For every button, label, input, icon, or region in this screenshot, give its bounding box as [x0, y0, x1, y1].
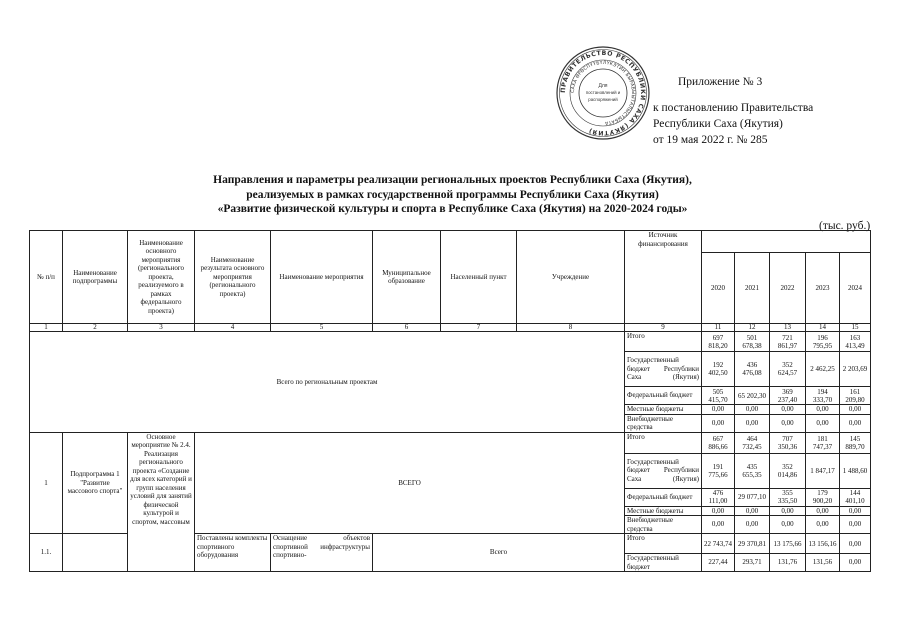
- header-subprogram: Наименование подпрограммы: [63, 231, 128, 324]
- value-cell: 355 335,50: [770, 488, 806, 506]
- value-cell: 435 655,35: [735, 453, 770, 488]
- value-cell: 29 370,81: [735, 534, 770, 554]
- value-cell: 163 413,49: [840, 332, 871, 352]
- value-cell: 0,00: [806, 414, 840, 432]
- source-cell: Итого: [625, 332, 702, 352]
- value-cell: 293,71: [735, 554, 770, 572]
- value-cell: 0,00: [840, 405, 871, 415]
- source-cell: Федеральный бюджет: [625, 488, 702, 506]
- source-cell: Итого: [625, 534, 702, 554]
- subprogram-name: Подпрограмма 1 "Развитие массового спорта": [63, 432, 128, 534]
- value-cell: 144 401,10: [840, 488, 871, 506]
- value-cell: 1 488,60: [840, 453, 871, 488]
- value-cell: 369 237,40: [770, 387, 806, 405]
- regional-projects-table: [29, 230, 871, 572]
- value-cell: 0,00: [702, 516, 735, 534]
- value-cell: 13 175,66: [770, 534, 806, 554]
- title-line-1: Направления и параметры реализации региональных проектов Республики Саха (Якутия),: [213, 174, 692, 186]
- column-number: 4: [195, 324, 271, 332]
- value-cell: 191 775,66: [702, 453, 735, 488]
- column-number: 1: [30, 324, 63, 332]
- source-cell: Итого: [625, 432, 702, 453]
- value-cell: 476 111,00: [702, 488, 735, 506]
- value-cell: 436 476,08: [735, 352, 770, 387]
- header-year: 2020: [702, 253, 735, 324]
- value-cell: 0,00: [840, 554, 871, 572]
- value-cell: 0,00: [770, 506, 806, 516]
- appendix-republic-line: Республики Саха (Якутия): [653, 118, 783, 130]
- column-number: 6: [373, 324, 441, 332]
- value-cell: 352 624,57: [770, 352, 806, 387]
- value-cell: 0,00: [840, 534, 871, 554]
- value-cell: 0,00: [735, 516, 770, 534]
- seal-ring-text-inner: САХА ӨРӨСПҮҮБҮЛҮКЭТИН БЫРАБЫЫТАЛЫСТЫБАТА: [570, 60, 636, 125]
- value-cell: 0,00: [702, 405, 735, 415]
- header-main-event: Наименование основного мероприятия (регионального проекта, реализуемого в рамках федерального проекта): [128, 231, 195, 324]
- value-cell: 352 014,86: [770, 453, 806, 488]
- column-number: 8: [517, 324, 625, 332]
- value-cell: 2 462,25: [806, 352, 840, 387]
- subprogram-total-label: ВСЕГО: [195, 432, 625, 534]
- event-name: Оснащение объектов спортивной инфраструктуры спортивно-: [271, 534, 373, 572]
- source-cell: Местные бюджеты: [625, 506, 702, 516]
- value-cell: 13 156,16: [806, 534, 840, 554]
- header-year: 2024: [840, 253, 871, 324]
- row-number: 1: [30, 432, 63, 534]
- value-cell: 0,00: [735, 405, 770, 415]
- value-cell: 0,00: [770, 516, 806, 534]
- subprogram-empty-cell: [63, 534, 128, 572]
- source-cell: Внебюджетные средства: [625, 516, 702, 534]
- value-cell: 0,00: [735, 414, 770, 432]
- value-cell: 145 889,70: [840, 432, 871, 453]
- value-cell: 464 732,45: [735, 432, 770, 453]
- column-number: 14: [806, 324, 840, 332]
- unit-label: (тыс. руб.): [819, 220, 871, 232]
- value-cell: 0,00: [702, 506, 735, 516]
- header-municipality: Муниципальное образование: [373, 231, 441, 324]
- value-cell: 22 743,74: [702, 534, 735, 554]
- value-cell: 0,00: [770, 405, 806, 415]
- source-cell: Государственный бюджет Республики Саха (Якутия): [625, 352, 702, 387]
- header-result: Наименование результата основного мероприятия (регионального проекта): [195, 231, 271, 324]
- value-cell: 721 861,97: [770, 332, 806, 352]
- column-number: 15: [840, 324, 871, 332]
- value-cell: 179 900,20: [806, 488, 840, 506]
- value-cell: 161 209,80: [840, 387, 871, 405]
- value-cell: 501 678,38: [735, 332, 770, 352]
- title-line-3: «Развитие физической культуры и спорта в Республике Саха (Якутия) на 2020-2024 годы»: [217, 203, 688, 215]
- value-cell: 29 077,10: [735, 488, 770, 506]
- value-cell: 505 415,70: [702, 387, 735, 405]
- header-institution: Учреждение: [517, 231, 625, 324]
- column-number: 9: [625, 324, 702, 332]
- value-cell: 0,00: [806, 405, 840, 415]
- total-label: Всего по региональным проектам: [30, 332, 625, 433]
- column-number: 7: [441, 324, 517, 332]
- value-cell: 0,00: [806, 506, 840, 516]
- value-cell: 0,00: [735, 506, 770, 516]
- value-cell: 1 847,17: [806, 453, 840, 488]
- source-cell: Государственный бюджет: [625, 554, 702, 572]
- value-cell: 0,00: [840, 516, 871, 534]
- header-years-group: [702, 231, 871, 253]
- source-cell: Государственный бюджет Республики Саха (Якутия): [625, 453, 702, 488]
- table-row: [30, 432, 871, 453]
- title-line-2: реализуемых в рамках государственной программы Республики Саха (Якутия): [246, 188, 659, 201]
- table-row: [30, 332, 871, 352]
- appendix-date-line: от 19 мая 2022 г. № 285: [653, 134, 768, 146]
- header-event: Наименование мероприятия: [271, 231, 373, 324]
- seal-center-line: распоряжений: [588, 97, 618, 102]
- appendix-resolution-line: к постановлению Правительства: [653, 102, 814, 114]
- column-number: 5: [271, 324, 373, 332]
- header-source: Источник финансирования: [625, 231, 702, 324]
- value-cell: 194 333,70: [806, 387, 840, 405]
- row-number: 1.1.: [30, 534, 63, 572]
- table-header-row: [30, 231, 871, 253]
- row-total-label: Всего: [373, 534, 625, 572]
- column-number-row: [30, 324, 871, 332]
- value-cell: 227,44: [702, 554, 735, 572]
- header-year: 2022: [770, 253, 806, 324]
- column-number: 13: [770, 324, 806, 332]
- value-cell: 697 818,20: [702, 332, 735, 352]
- document-title: [0, 173, 905, 217]
- value-cell: 0,00: [840, 506, 871, 516]
- column-number: 2: [63, 324, 128, 332]
- header-num: № п/п: [30, 231, 63, 324]
- source-cell: Местные бюджеты: [625, 405, 702, 415]
- value-cell: 131,76: [770, 554, 806, 572]
- seal-center-line: Для: [598, 83, 608, 89]
- value-cell: 2 203,69: [840, 352, 871, 387]
- official-seal: [555, 45, 651, 141]
- value-cell: 0,00: [806, 516, 840, 534]
- main-event-name: Основное мероприятие № 2.4. Реализация регионального проекта «Создание для всех категорий и групп населения условий для занятий физической культурой и спортом, массовым: [128, 432, 195, 572]
- value-cell: 131,56: [806, 554, 840, 572]
- value-cell: 181 747,37: [806, 432, 840, 453]
- header-settlement: Населенный пункт: [441, 231, 517, 324]
- seal-ring-text: ПРАВИТЕЛЬСТВО РЕСПУБЛИКИ САХА (ЯКУТИЯ): [559, 49, 647, 137]
- value-cell: 65 202,30: [735, 387, 770, 405]
- source-cell: Федеральный бюджет: [625, 387, 702, 405]
- appendix-number: Приложение № 3: [678, 76, 763, 88]
- header-year: 2021: [735, 253, 770, 324]
- source-cell: Внебюджетные средства: [625, 414, 702, 432]
- result-name: Поставлены комплекты спортивного оборудования: [195, 534, 271, 572]
- value-cell: 0,00: [840, 414, 871, 432]
- value-cell: 0,00: [702, 414, 735, 432]
- header-year: 2023: [806, 253, 840, 324]
- appendix-header: [653, 74, 813, 148]
- value-cell: 707 350,36: [770, 432, 806, 453]
- column-number: 3: [128, 324, 195, 332]
- column-number: 12: [735, 324, 770, 332]
- value-cell: 667 886,66: [702, 432, 735, 453]
- seal-center-line: постановлений и: [585, 90, 621, 95]
- value-cell: 196 795,95: [806, 332, 840, 352]
- value-cell: 0,00: [770, 414, 806, 432]
- value-cell: 192 402,50: [702, 352, 735, 387]
- column-number: 11: [702, 324, 735, 332]
